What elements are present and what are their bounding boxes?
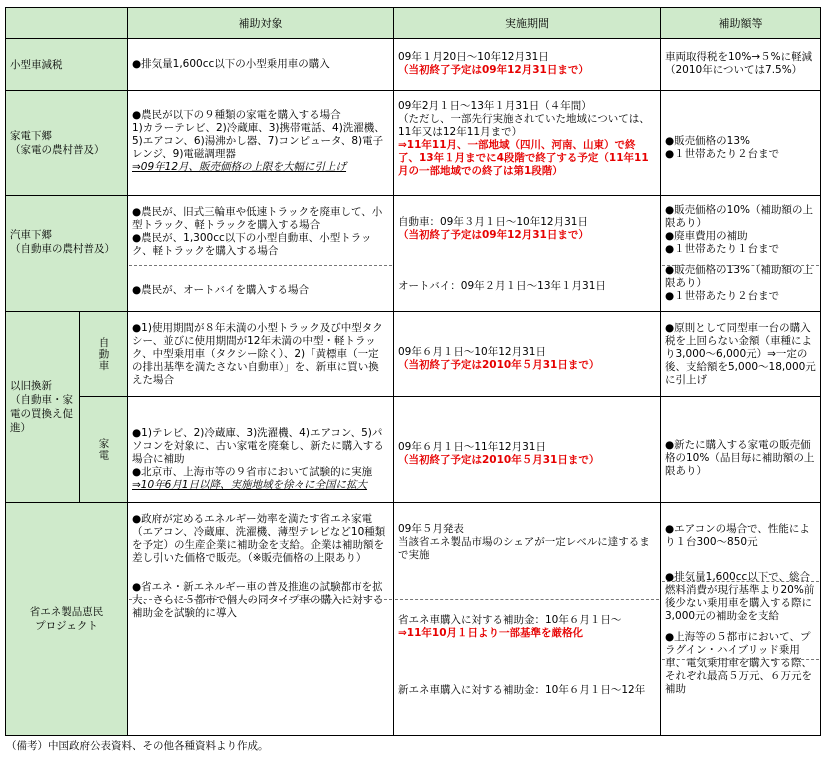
row-label-appliance: 家電下郷 （家電の農村普及） [5,90,128,196]
header-amount: 補助額等 [660,7,821,39]
trade-in-car-amount: ●原則として同型車一台の購入税を上回らない金額（車種により3,000～6,000元）⇒一定の後、支給額を5,000～18,000元に引上げ [660,311,821,397]
eco-period-divider [395,599,659,600]
row-label-car-rural: 汽車下郷 （自動車の農村普及） [5,195,128,312]
sub-label-car: 自動車 [79,311,128,397]
row-label-small-car: 小型車減税 [5,38,128,91]
car-rural-target: ●農民が、旧式三輪車や低速トラックを廃車して、小型トラック、軽トラックを購入する場合 ●農民が、1,300cc以下の小型自動車、小型トラック、軽トラックを購入する場合 ●農民が、オートバイを購入する場合 [127,195,394,312]
car-rural-target-divider [129,265,392,266]
eco-target-divider [129,599,392,600]
small-car-target: ●排気量1,600cc以下の小型乗用車の購入 [127,38,394,91]
eco-period: 09年５月発表 当該省エネ製品市場のシェアが一定レベルに達するまで実施 省エネ車購入に対する補助金：10年６月１日～ ⇒11年10月１日より一部基準を厳格化 新エネ車購入に対する補助金：10年６月１日～12年 [393,502,661,736]
trade-in-appliance-period: 09年６月１日～11年12月31日 （当初終了予定は2010年５月31日まで） [393,396,661,503]
trade-in-car-period: 09年６月１日～10年12月31日 （当初終了予定は2010年５月31日まで） [393,311,661,397]
eco-amount: ●エアコンの場合で、性能により１台300～850元 ●排気量1,600cc以下で、総合燃料消費が現行基準より20%前後少ない乗用車を購入する際に3,000元の補助金を支給 ●上海等の５都市において、プラグイン・ハイブリッド乗用車、電気乗用車を購入する際、それぞれ最高５万元、６万元を補助 [660,502,821,736]
eco-amount-divider [662,581,819,582]
car-rural-amount-divider [662,265,819,266]
car-rural-amount: ●販売価格の10%（補助額の上限あり） ●廃車費用の補助 ●１世帯あたり１台まで ●販売価格の13%（補助額の上限あり） ●１世帯あたり２台まで [660,195,821,312]
trade-in-appliance-amount: ●新たに購入する家電の販売価格の10%（品目毎に補助額の上限あり） [660,396,821,503]
eco-amount-divider-2 [662,659,819,660]
row-label-trade-in: 以旧換新 （自動車・家電の買換え促進） [5,311,80,503]
appliance-amount: ●販売価格の13% ●１世帯あたり２台まで [660,90,821,196]
row-label-eco: 省エネ製品恵民 プロジェクト [5,502,128,736]
policy-table [5,7,821,736]
header-period: 実施期間 [393,7,661,39]
trade-in-car-target: ●1)使用期間が８年未満の小型トラック及び中型タクシー、並びに使用期間が12年未満の中型・軽トラック、中型乗用車（タクシー除く）、2)「黄標車（一定の排出基準を満たさない自動車）」を、新車に買い換えた場合 [127,311,394,397]
sub-label-appliance: 家電 [79,396,128,503]
footnote: （備考）中国政府公表資料、その他各種資料より作成。 [6,740,269,752]
header-corner [5,7,128,39]
header-target: 補助対象 [127,7,394,39]
eco-target: ●政府が定めるエネルギー効率を満たす省エネ家電（エアコン、冷蔵庫、洗濯機、薄型テレビなど10種類を予定）の生産企業に補助金を支給。企業は補助額を差し引いた価格で販売。（※販売価格の上限あり） ●省エネ・新エネルギー車の普及推進の試験都市を拡大、さらに５都市で個人の同タイプ車の購入に対する補助金を試験的に導入 [127,502,394,736]
appliance-target: ●農民が以下の９種類の家電を購入する場合 1)カラーテレビ、2)冷蔵庫、3)携帯電話、4)洗濯機、5)エアコン、6)湯沸かし器、7)コンピュータ、8)電子レンジ、9)電磁調理器 ⇒09年12月、販売価格の上限を大幅に引上げ [127,90,394,196]
car-rural-period: 自動車：09年３月１日～10年12月31日 （当初終了予定は09年12月31日まで） オートバイ：09年２月１日～13年１月31日 [393,195,661,312]
appliance-period: 09年2月１日～13年１月31日（４年間） （ただし、一部先行実施されていた地域については、11年又は12年11月まで） ⇒11年11月、一部地域（四川、河南、山東）で終了、13年１月までに4段階で終了する予定（11年11月の一部地域での終了は第1段階） [393,90,661,196]
trade-in-appliance-target: ●1)テレビ、2)冷蔵庫、3)洗濯機、4)エアコン、5)パソコンを対象に、古い家電を廃棄し、新たに購入する場合に補助 ●北京市、上海市等の９省市において試験的に実施 ⇒10年6月1日以降、実施地域を徐々に全国に拡大 [127,396,394,503]
small-car-amount: 車両取得税を10%→５%に軽減（2010年については7.5%） [660,38,821,91]
small-car-period: 09年１月20日～10年12月31日 （当初終了予定は09年12月31日まで） [393,38,661,91]
